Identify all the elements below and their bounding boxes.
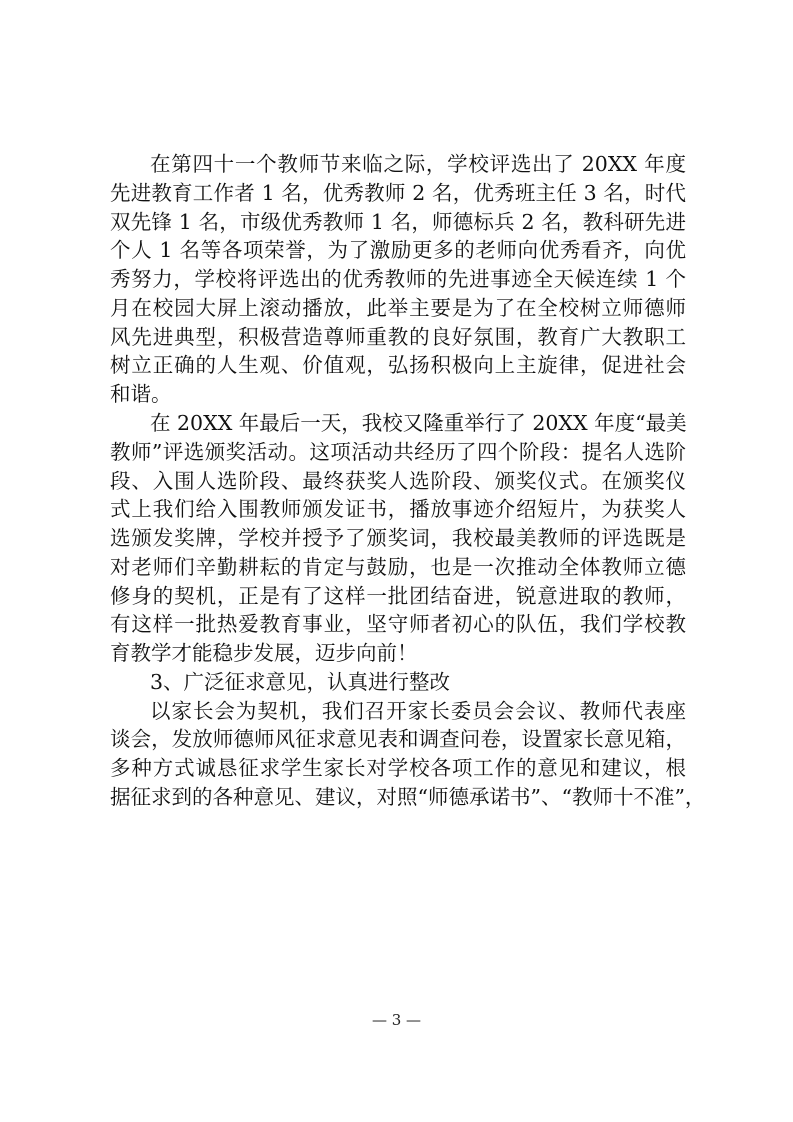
text-line: 在 20XX 年最后一天，我校又隆重举行了 20XX 年度“最美 xyxy=(150,410,687,435)
text-line: 树立正确的人生观、价值观，弘扬积极向上主旋律，促进社会 xyxy=(110,353,686,378)
text-line: 风先进典型，积极营造尊师重教的良好氛围，教育广大教职工 xyxy=(110,324,686,349)
text-line: 个人 1 名等各项荣誉，为了激励更多的老师向优秀看齐，向优 xyxy=(110,238,686,263)
text-line: 段、入围人选阶段、最终获奖人选阶段、颁奖仪式。在颁奖仪 xyxy=(110,468,686,493)
text-line: 据征求到的各种意见、建议，对照“师德承诺书”、“教师十不准”， xyxy=(110,785,706,809)
text-line: 先进教育工作者 1 名，优秀教师 2 名，优秀班主任 3 名，时代 xyxy=(110,180,686,205)
page-number: — 3 — xyxy=(371,1011,422,1029)
text-line: 在第四十一个教师节来临之际，学校评选出了 20XX 年度 xyxy=(150,152,686,176)
text-line: 月在校园大屏上滚动播放，此举主要是为了在全校树立师德师 xyxy=(110,295,686,320)
text-line: 和谐。 xyxy=(110,382,172,407)
text-line: 选颁发奖牌，学校并授予了颁奖词，我校最美教师的评选既是 xyxy=(110,526,686,551)
text-line: 式上我们给入围教师颁发证书，播放事迹介绍短片，为获奖人 xyxy=(110,497,686,522)
text-line: 以家长会为契机，我们召开家长委员会会议、教师代表座 xyxy=(150,698,686,723)
section-heading: 3、广泛征求意见，认真进行整改 xyxy=(150,669,451,694)
text-line: 育教学才能稳步发展，迈步向前！ xyxy=(110,641,418,666)
text-line: 双先锋 1 名，市级优秀教师 1 名，师德标兵 2 名，教科研先进 xyxy=(110,209,686,234)
text-line: 对老师们辛勤耕耘的肯定与鼓励，也是一次推动全体教师立德 xyxy=(110,554,686,579)
text-line: 教师”评选颁奖活动。这项活动共经历了四个阶段：提名人选阶 xyxy=(110,439,686,464)
text-line: 有这样一批热爱教育事业，坚守师者初心的队伍，我们学校教 xyxy=(110,612,686,637)
text-line: 多种方式诚恳征求学生家长对学校各项工作的意见和建议，根 xyxy=(110,756,686,781)
text-line: 谈会，发放师德师风征求意见表和调查问卷，设置家长意见箱， xyxy=(110,727,686,752)
text-line: 修身的契机，正是有了这样一批团结奋进，锐意进取的教师， xyxy=(110,583,686,608)
text-line: 秀努力，学校将评选出的优秀教师的先进事迹全天候连续 1 个 xyxy=(110,267,686,292)
